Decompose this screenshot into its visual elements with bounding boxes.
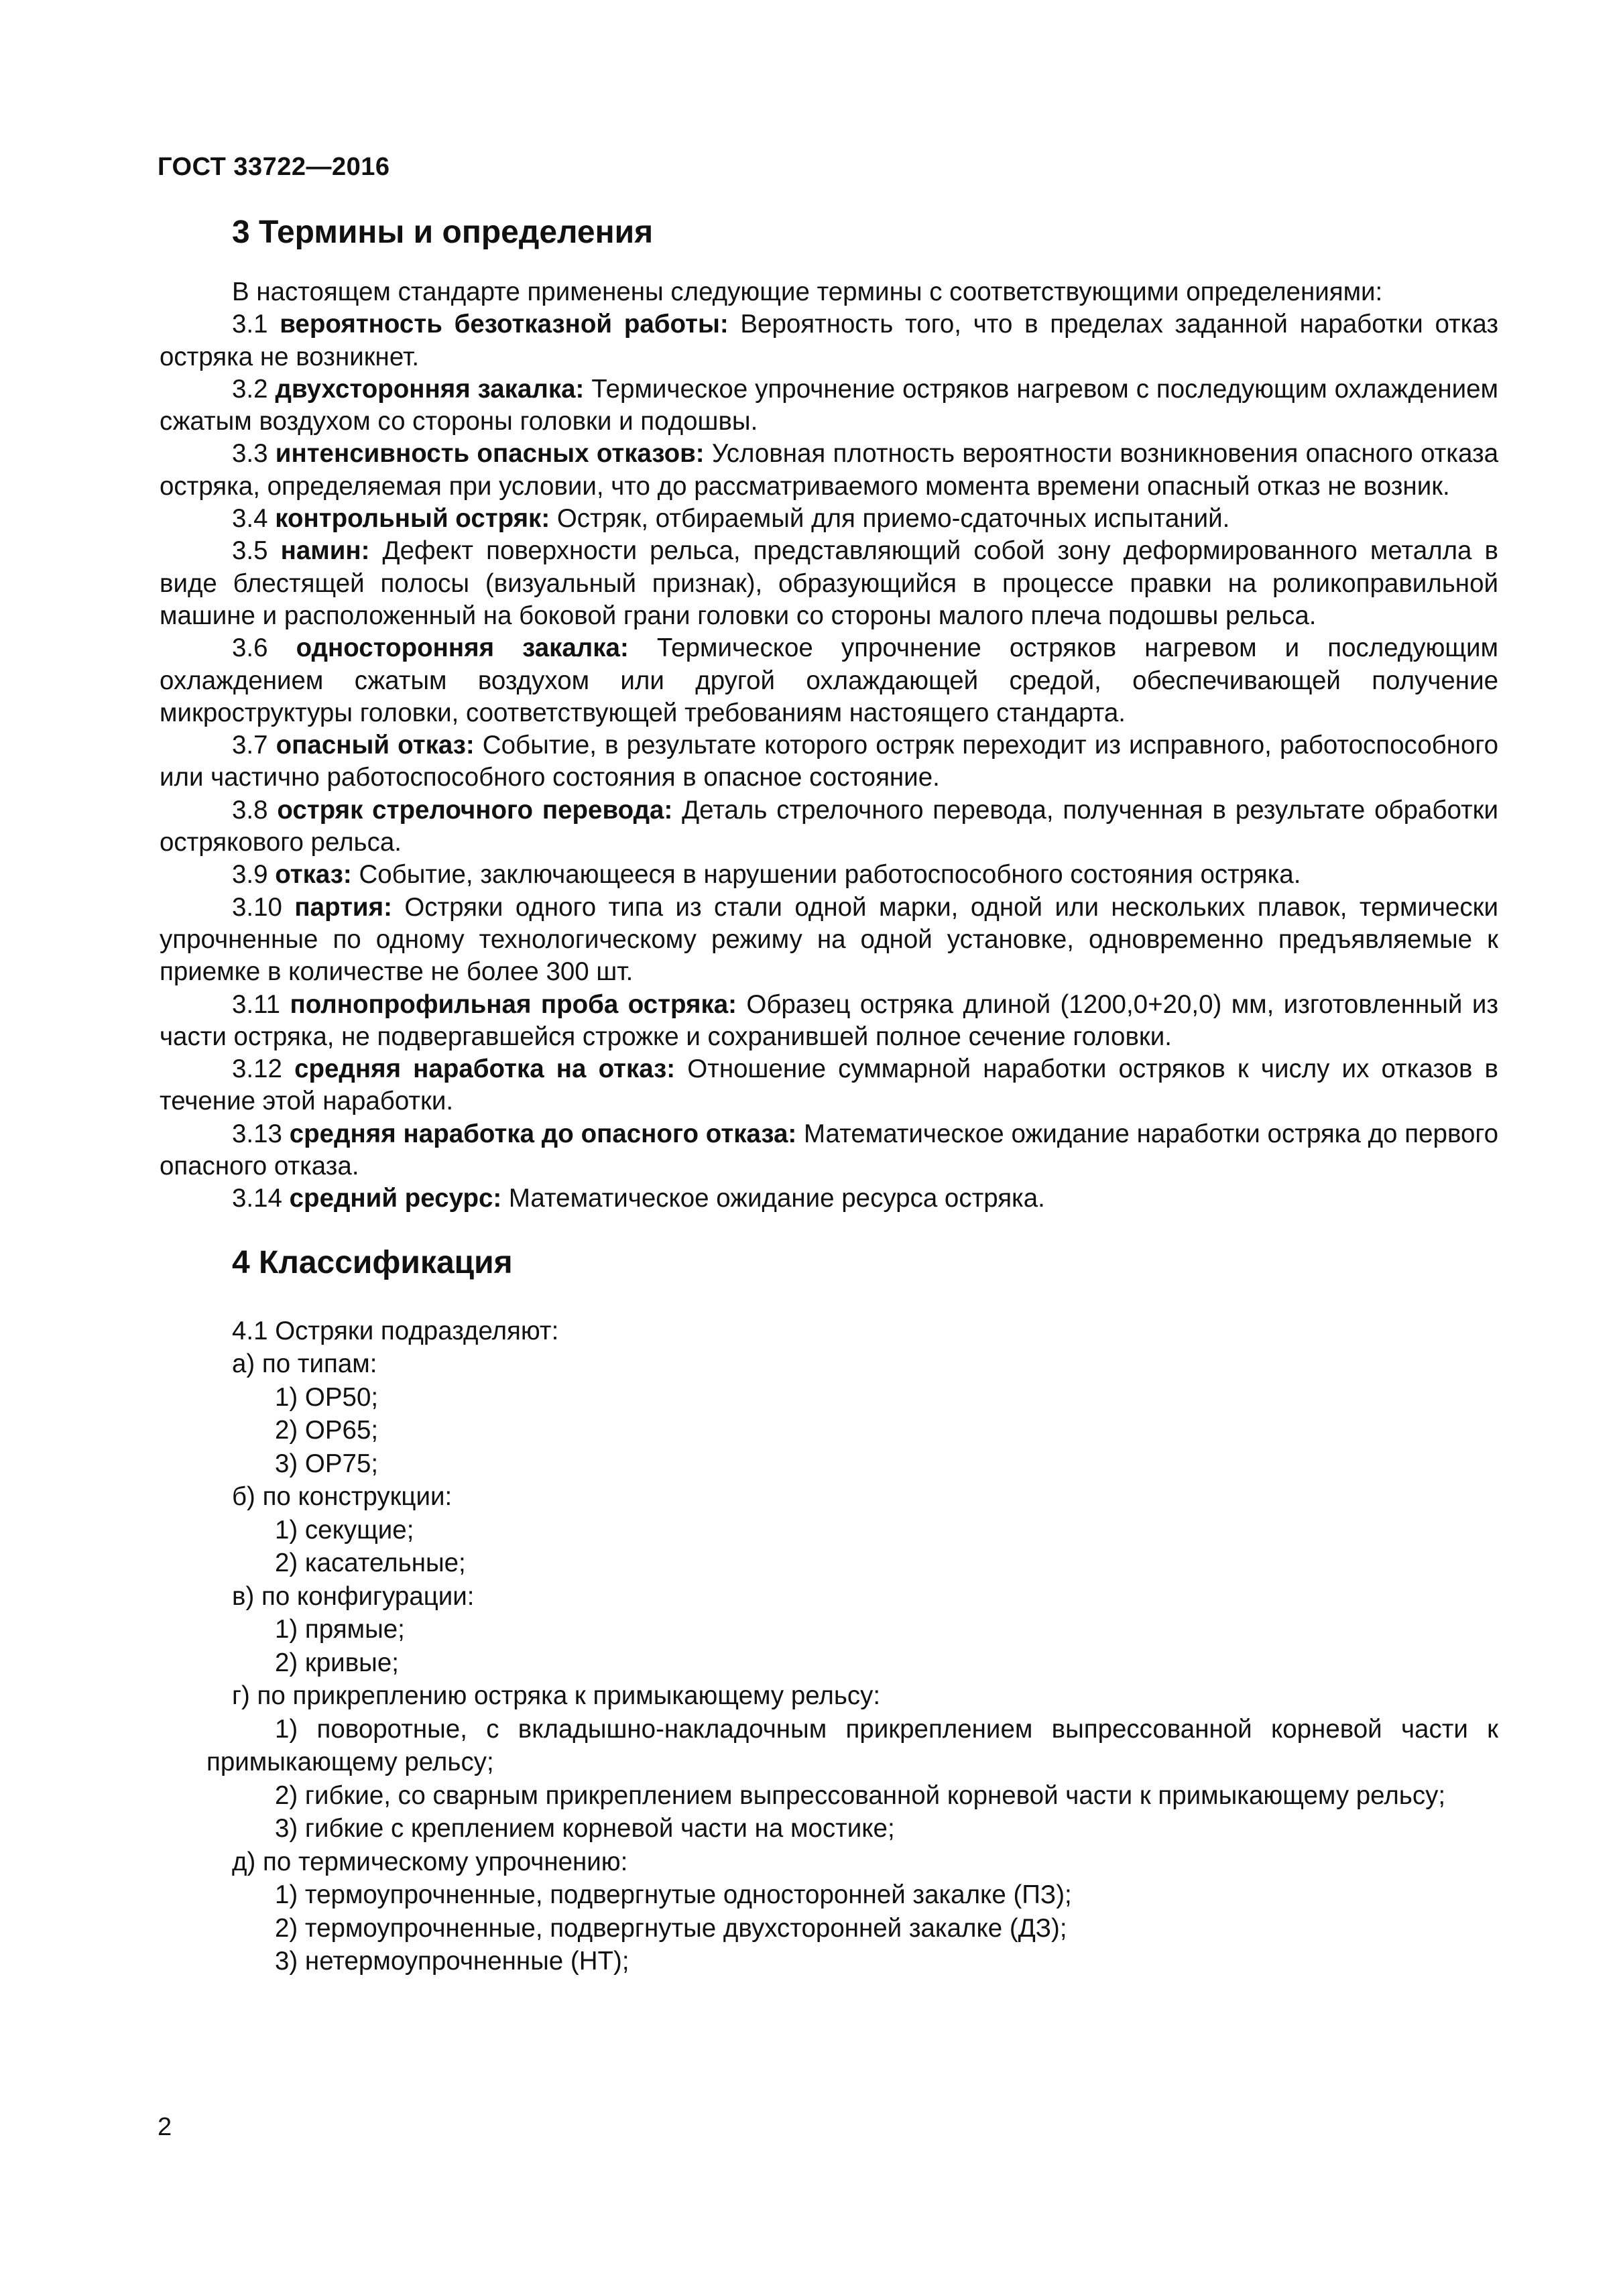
term-name: контрольный остряк: [275,504,550,534]
list-item: 1) ОР50; [275,1382,379,1412]
term-3-12 [160,1053,1498,1118]
term-name: намин: [280,536,370,566]
term-3-3 [160,438,1498,503]
term-definition: Остряки одного типа из стали одной марки, одной или нескольких плавок, термически упрочненные по одному технологическому режиму на одной установке, одновременно предъявляемые к приемке в количестве не более 300 шт. [160,892,1498,987]
term-definition: Образец остряка длиной (1200,0+20,0) мм, изготовленный из части остряка, не подвергавшейся строжке и сохранившей полное сечение головки. [160,989,1498,1051]
term-3-2 [160,373,1498,438]
term-3-4 [160,503,1498,535]
term-definition: Остряк, отбираемый для приемо-сдаточных испытаний. [550,504,1230,534]
list-item: 2) гибкие, со сварным прикреплением выпрессованной корневой части к примыкающему рельсу; [275,1780,1446,1810]
list-item: г) по прикреплению остряка к примыкающему рельсу: [232,1681,881,1711]
section-3-title: 3 Термины и определения [232,215,654,250]
term-3-9 [160,859,1498,891]
term-definition: Условная плотность вероятности возникновения опасного отказа остряка, определяемая при условии, что до рассматриваемого момента времени опасный отказ не возник. [160,439,1499,501]
page-number: 2 [158,2113,172,2141]
term-3-13 [160,1118,1498,1183]
list-item: 1) термоупрочненные, подвергнутые односторонней закалке (ПЗ); [275,1880,1072,1910]
term-number: 3.13 [232,1119,290,1148]
list-item: 1) прямые; [275,1615,405,1644]
list-item: 2) кривые; [275,1648,399,1677]
list-item: 1) секущие; [275,1515,414,1545]
list-item: 2) касательные; [275,1549,466,1578]
term-number: 3.4 [232,504,276,534]
term-definition: Термическое упрочнение остряков нагревом и последующим охлаждением сжатым воздухом или другой охлаждающей средой, обеспечивающей получение микроструктуры головки, соответствующей требованиям настоящего стандарта. [160,633,1499,727]
term-name: вероятность безотказной работы: [280,310,729,339]
list-item: 3) ОР75; [275,1449,379,1478]
term-name: партия: [294,892,392,922]
term-definition: Событие, заключающееся в нарушении работоспособного состояния остряка. [351,860,1301,890]
list-item: в) по конфигурации: [232,1581,475,1611]
term-name: остряк стрелочного перевода: [277,795,673,825]
list-item: 3) гибкие с креплением корневой части на мостике; [275,1814,895,1844]
term-number: 3.6 [232,633,296,663]
term-definition: Дефект поверхности рельса, представляющий собой зону деформированного металла в виде блестящей полосы (визуальный признак), образующийся в процессе правки на роликоправильной машине и расположенный на боковой грани головки со стороны малого плеча подошвы рельса. [160,536,1498,630]
term-3-11 [160,989,1498,1054]
term-number: 3.1 [232,310,280,339]
term-name: односторонняя закалка: [296,633,629,663]
term-name: средний ресурс: [289,1184,502,1213]
list-item: 4.1 Остряки подразделяют: [232,1316,559,1345]
term-definition: Математическое ожидание наработки остряка до первого опасного отказа. [160,1119,1498,1181]
term-definition: Деталь стрелочного перевода, полученная в результате обработки острякового рельса. [160,795,1498,857]
page-content [160,213,1498,1978]
term-3-14 [160,1183,1498,1215]
term-name: интенсивность опасных отказов: [275,439,705,469]
term-definition: Термическое упрочнение остряков нагревом с последующим охлаждением сжатым воздухом со стороны головки и подошвы. [160,374,1498,436]
term-number: 3.5 [232,536,281,566]
list-item: 2) ОР65; [275,1416,379,1445]
term-3-8 [160,794,1498,859]
term-3-1 [160,308,1498,373]
list-item: а) по типам: [232,1349,377,1379]
term-3-7 [160,729,1498,794]
list-item: д) по термическому упрочнению: [232,1847,628,1876]
term-number: 3.14 [232,1184,290,1213]
term-number: 3.2 [232,374,276,404]
term-number: 3.12 [232,1054,295,1084]
list-item: 3) нетермоупрочненные (НТ); [275,1947,629,1976]
term-name: средняя наработка до опасного отказа: [289,1119,797,1148]
section-3-intro: В настоящем стандарте применены следующие термины с соответствующими определениями: [232,278,1383,306]
term-number: 3.11 [232,989,290,1019]
list-item: б) по конструкции: [232,1482,453,1512]
term-name: двухсторонняя закалка: [275,374,585,404]
classification-list [160,1315,1498,1978]
term-definition: Математическое ожидание ресурса остряка. [501,1184,1045,1213]
term-3-10 [160,892,1498,989]
term-3-6 [160,632,1498,729]
term-definition: Вероятность того, что в пределах заданной наработки отказ остряка не возникнет. [160,310,1498,371]
term-number: 3.3 [232,439,276,469]
term-name: опасный отказ: [276,731,475,760]
list-item: 1) поворотные, с вкладышно-накладочным прикреплением выпрессованной корневой части к примыкающему рельсу; [206,1714,1498,1777]
term-number: 3.9 [232,860,276,890]
term-name: средняя наработка на отказ: [294,1054,676,1084]
term-name: отказ: [275,860,352,890]
term-definition: Событие, в результате которого остряк переходит из исправного, работоспособного или частично работоспособного состояния в опасное состояние. [160,731,1498,792]
standard-designation: ГОСТ 33722—2016 [158,153,390,181]
list-item: 2) термоупрочненные, подвергнутые двухсторонней закалке (ДЗ); [275,1913,1067,1943]
term-number: 3.7 [232,731,276,760]
term-3-5 [160,535,1498,632]
term-name: полнопрофильная проба остряка: [290,989,737,1019]
term-definition: Отношение суммарной наработки остряков к числу их отказов в течение этой наработки. [160,1054,1498,1116]
term-number: 3.10 [232,892,295,922]
term-number: 3.8 [232,795,278,825]
section-4-title: 4 Классификация [232,1244,513,1280]
